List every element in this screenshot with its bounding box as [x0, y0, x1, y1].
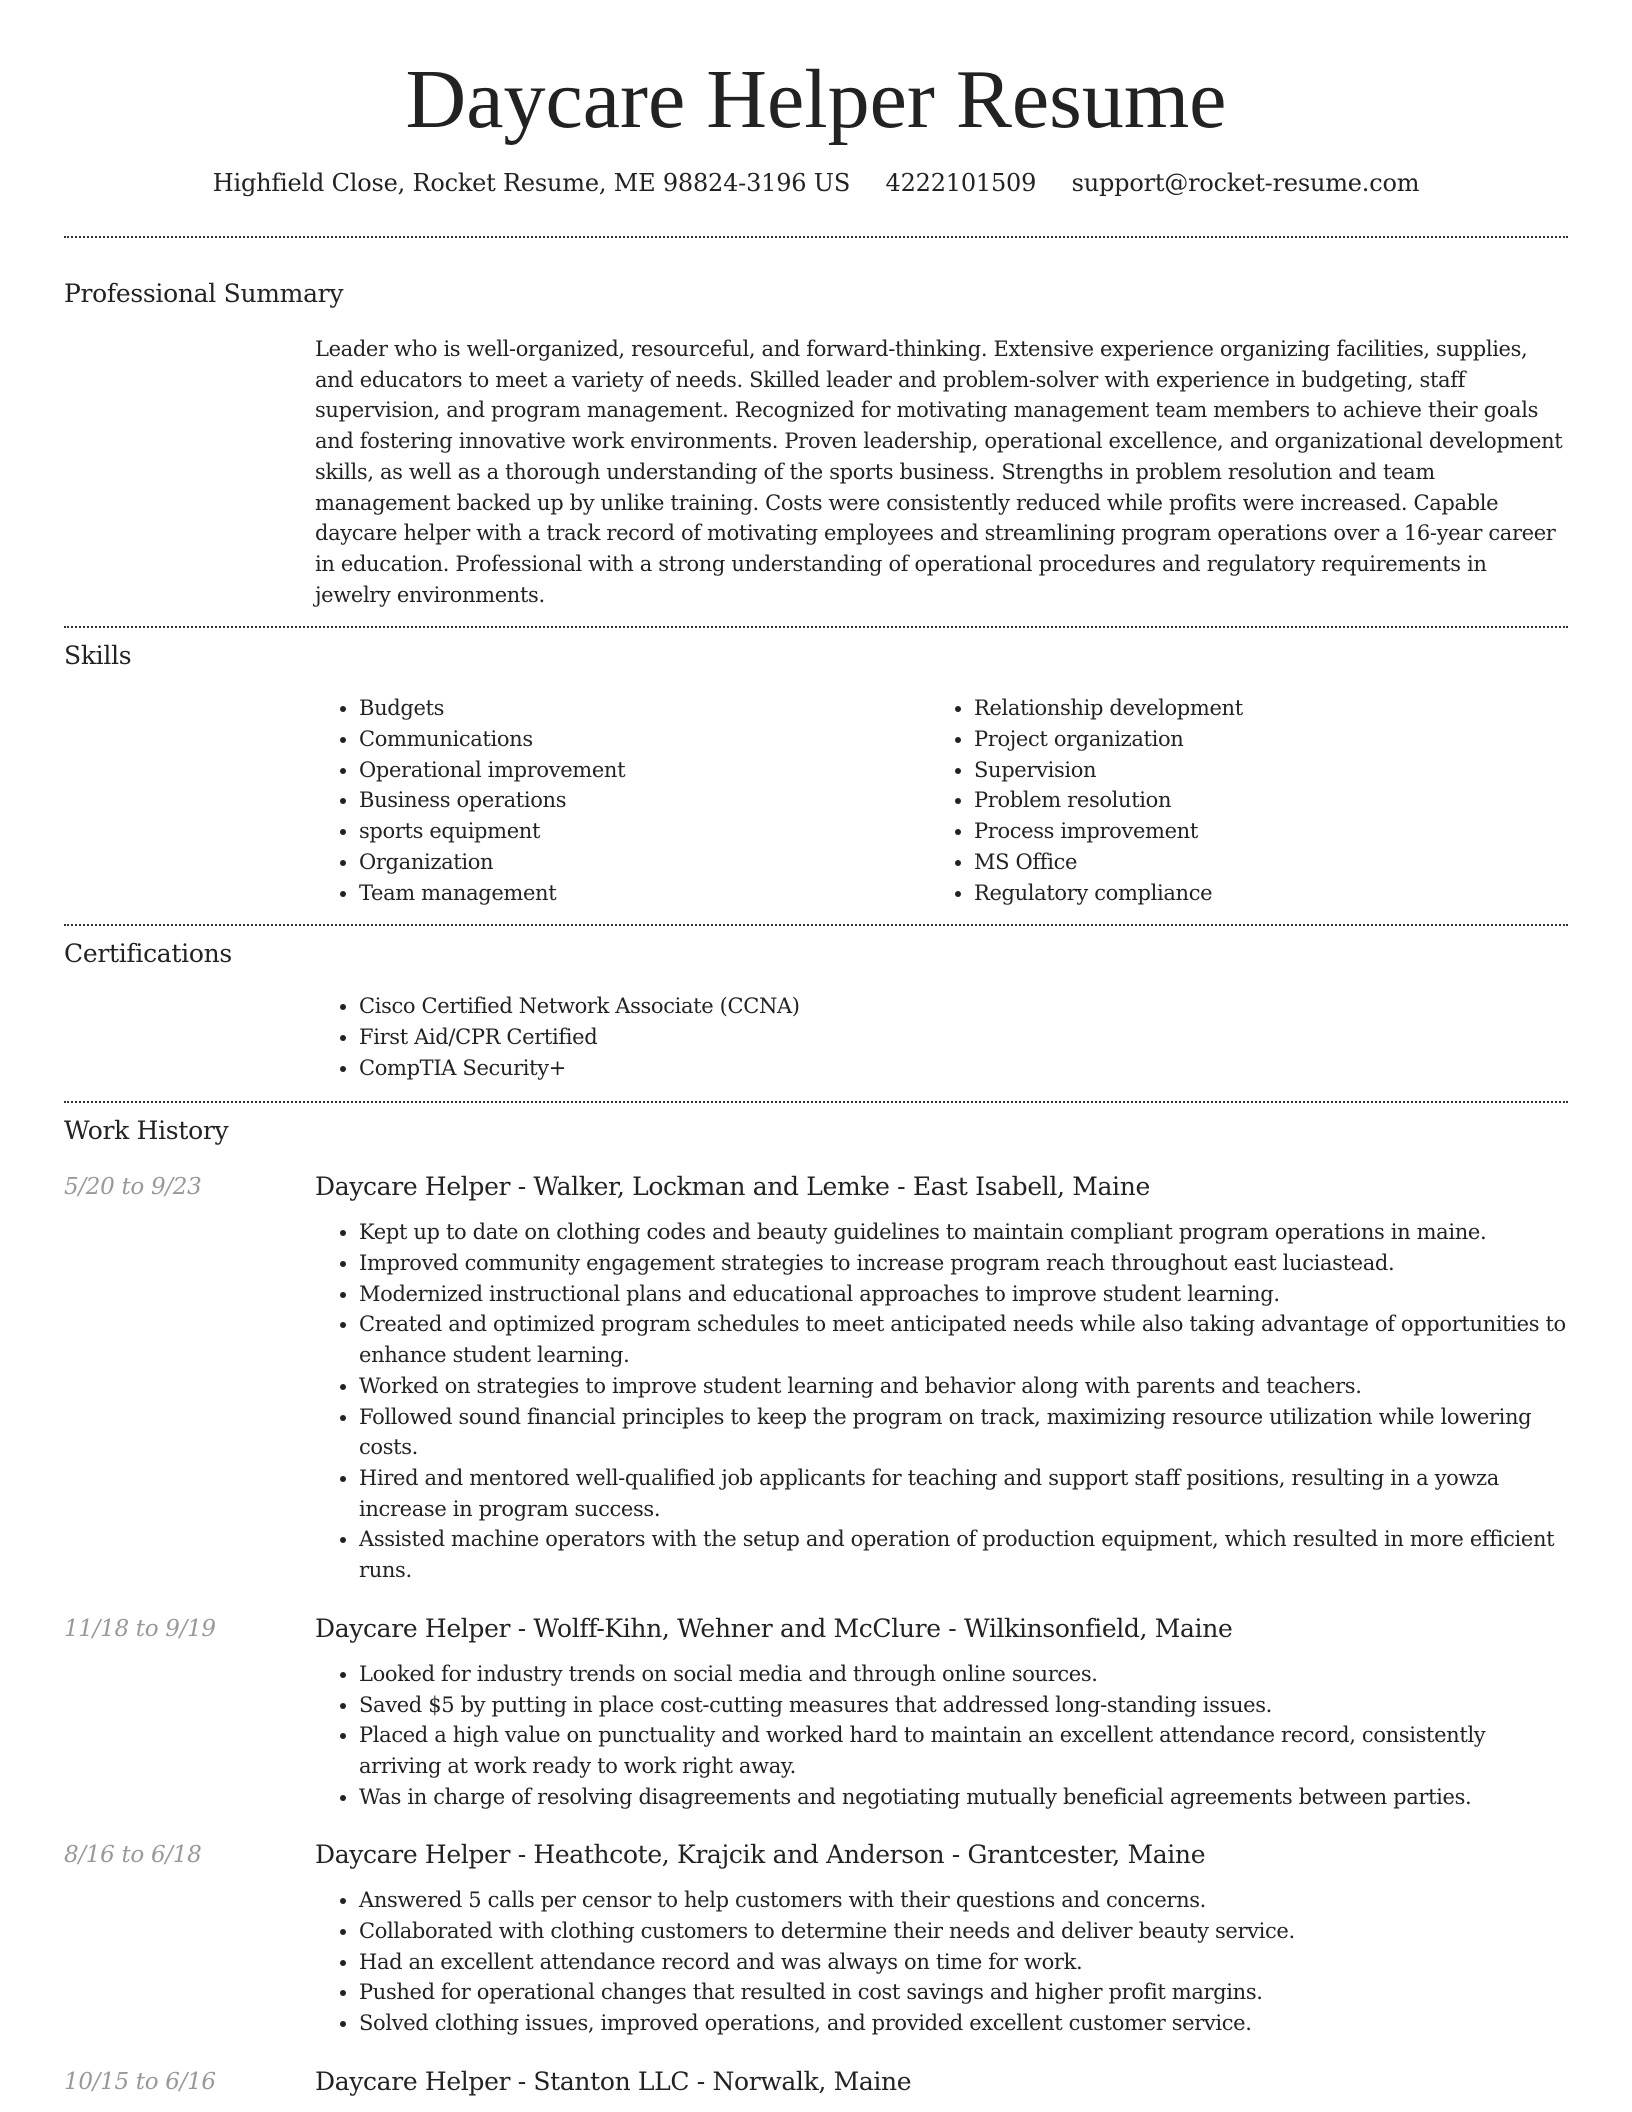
- job-bullet: • Assisted machine operators with the setup and operation of production equipment, which resulted in more efficient runs.: [359, 1524, 1568, 1585]
- skill-item: • Project organization: [974, 724, 1568, 755]
- job-dates: 8/16 to 6/18: [64, 1842, 202, 1869]
- certifications-list: [315, 991, 1568, 1083]
- skills-list-right: [930, 693, 1568, 908]
- job-header: [64, 1611, 1568, 1647]
- job-bullet: • Hired and mentored well-qualified job applicants for teaching and support staff positions, resulting in a yowza increase in program success.: [359, 1463, 1568, 1524]
- job-dates: 5/20 to 9/23: [64, 1174, 202, 1201]
- summary-divider: [64, 626, 1568, 628]
- job-bullet: • Had an excellent attendance record and was always on time for work.: [359, 1947, 1568, 1978]
- job-bullet: • Saved $5 by putting in place cost-cutting measures that addressed long-standing issues.: [359, 1690, 1568, 1721]
- job-duties: [315, 1659, 1568, 1813]
- skills-block: [315, 693, 1568, 908]
- job-header: [64, 1169, 1568, 1205]
- contact-line: [64, 166, 1568, 200]
- job-bullet: • Was in charge of resolving disagreements and negotiating mutually beneficial agreements between parties.: [359, 1782, 1568, 1813]
- job-bullet: • Answered 5 calls per censor to help customers with their questions and concerns.: [359, 1885, 1568, 1916]
- skills-list-left: [315, 693, 930, 908]
- certification-item: • CompTIA Security+: [359, 1053, 1568, 1084]
- job-dates: 10/15 to 6/16: [64, 2068, 216, 2095]
- skill-item: • Problem resolution: [974, 785, 1568, 816]
- summary-text: Leader who is well-organized, resourceful, and forward-thinking. Extensive experience organizing facilities, supplies, and educators to meet a variety of needs. Skilled leader and problem-solver with experience in budgeting, staff supervision, and program management. Recognized for motivating management team members to achieve their goals and fostering innovative work environments. Proven leadership, operational excellence, and organizational development skills, as well as a thorough understanding of the sports business. Strengths in problem resolution and team management backed up by unlike training. Costs were consistently reduced while profits were increased. Capable daycare helper with a track record of motivating employees and streamlining program operations over a 16-year career in education. Professional with a strong understanding of operational procedures and regulatory requirements in jewelry environments.: [315, 337, 1563, 607]
- job-duties: [315, 1885, 1568, 2039]
- job-bullet: • Followed sound financial principles to keep the program on track, maximizing resource utilization while lowering costs.: [359, 1402, 1568, 1463]
- skill-item: • sports equipment: [359, 816, 930, 847]
- skill-item: • Business operations: [359, 785, 930, 816]
- job-entry: [64, 2064, 1568, 2100]
- job-bullet-list: [315, 1659, 1568, 1813]
- job-entry: [64, 1611, 1568, 1813]
- header-divider: [64, 236, 1568, 238]
- job-bullet: • Worked on strategies to improve student learning and behavior along with parents and teachers.: [359, 1371, 1568, 1402]
- job-title: Daycare Helper - Stanton LLC - Norwalk, Maine: [315, 2066, 912, 2096]
- job-bullet: • Solved clothing issues, improved operations, and provided excellent customer service.: [359, 2008, 1568, 2039]
- skill-item: • Organization: [359, 847, 930, 878]
- job-title: Daycare Helper - Wolff-Kihn, Wehner and McClure - Wilkinsonfield, Maine: [315, 1613, 1233, 1643]
- job-bullet: • Pushed for operational changes that resulted in cost savings and higher profit margins.: [359, 1977, 1568, 2008]
- job-bullet-list: [315, 1217, 1568, 1585]
- skill-item: • Team management: [359, 878, 930, 909]
- job-bullet: • Modernized instructional plans and educational approaches to improve student learning.: [359, 1279, 1568, 1310]
- skill-item: • Operational improvement: [359, 755, 930, 786]
- contact-email: support@rocket-resume.com: [1071, 169, 1420, 197]
- skills-heading: Skills: [64, 641, 132, 671]
- job-bullet: • Created and optimized program schedules to meet anticipated needs while also taking advantage of opportunities to enhance student learning.: [359, 1309, 1568, 1370]
- job-bullet: • Placed a high value on punctuality and worked hard to maintain an excellent attendance record, consistently arriving at work ready to work right away.: [359, 1720, 1568, 1781]
- job-bullet: • Looked for industry trends on social media and through online sources.: [359, 1659, 1568, 1690]
- contact-address: Highfield Close, Rocket Resume, ME 98824-3196 US: [212, 169, 851, 197]
- skill-item: • Budgets: [359, 693, 930, 724]
- certifications-divider: [64, 1101, 1568, 1103]
- job-duties: [315, 1217, 1568, 1585]
- certifications-block: [315, 991, 1568, 1083]
- skill-item: • Regulatory compliance: [974, 878, 1568, 909]
- summary-block: [315, 334, 1568, 610]
- job-entry: [64, 1837, 1568, 2039]
- job-entry: [64, 1169, 1568, 1585]
- job-bullet-list: [315, 1885, 1568, 2039]
- certifications-heading: Certifications: [64, 939, 232, 969]
- resume-page: [64, 0, 1568, 2100]
- job-title: Daycare Helper - Heathcote, Krajcik and Anderson - Grantcester, Maine: [315, 1840, 1206, 1870]
- skill-item: • Supervision: [974, 755, 1568, 786]
- resume-title: Daycare Helper Resume: [405, 53, 1227, 146]
- work-history-heading: Work History: [64, 1116, 229, 1146]
- skill-item: • Process improvement: [974, 816, 1568, 847]
- skills-divider: [64, 924, 1568, 926]
- certification-item: • First Aid/CPR Certified: [359, 1022, 1568, 1053]
- skill-item: • Relationship development: [974, 693, 1568, 724]
- job-bullet: • Kept up to date on clothing codes and beauty guidelines to maintain compliant program operations in maine.: [359, 1217, 1568, 1248]
- job-bullet: • Collaborated with clothing customers to determine their needs and deliver beauty service.: [359, 1916, 1568, 1947]
- job-header: [64, 1837, 1568, 1873]
- skill-item: • Communications: [359, 724, 930, 755]
- certification-item: • Cisco Certified Network Associate (CCNA): [359, 991, 1568, 1022]
- skill-item: • MS Office: [974, 847, 1568, 878]
- contact-phone: 4222101509: [885, 169, 1037, 197]
- job-header: [64, 2064, 1568, 2100]
- job-bullet: • Improved community engagement strategies to increase program reach throughout east luciastead.: [359, 1248, 1568, 1279]
- job-dates: 11/18 to 9/19: [64, 1615, 216, 1642]
- summary-heading: Professional Summary: [64, 279, 344, 308]
- job-title: Daycare Helper - Walker, Lockman and Lemke - East Isabell, Maine: [315, 1172, 1150, 1202]
